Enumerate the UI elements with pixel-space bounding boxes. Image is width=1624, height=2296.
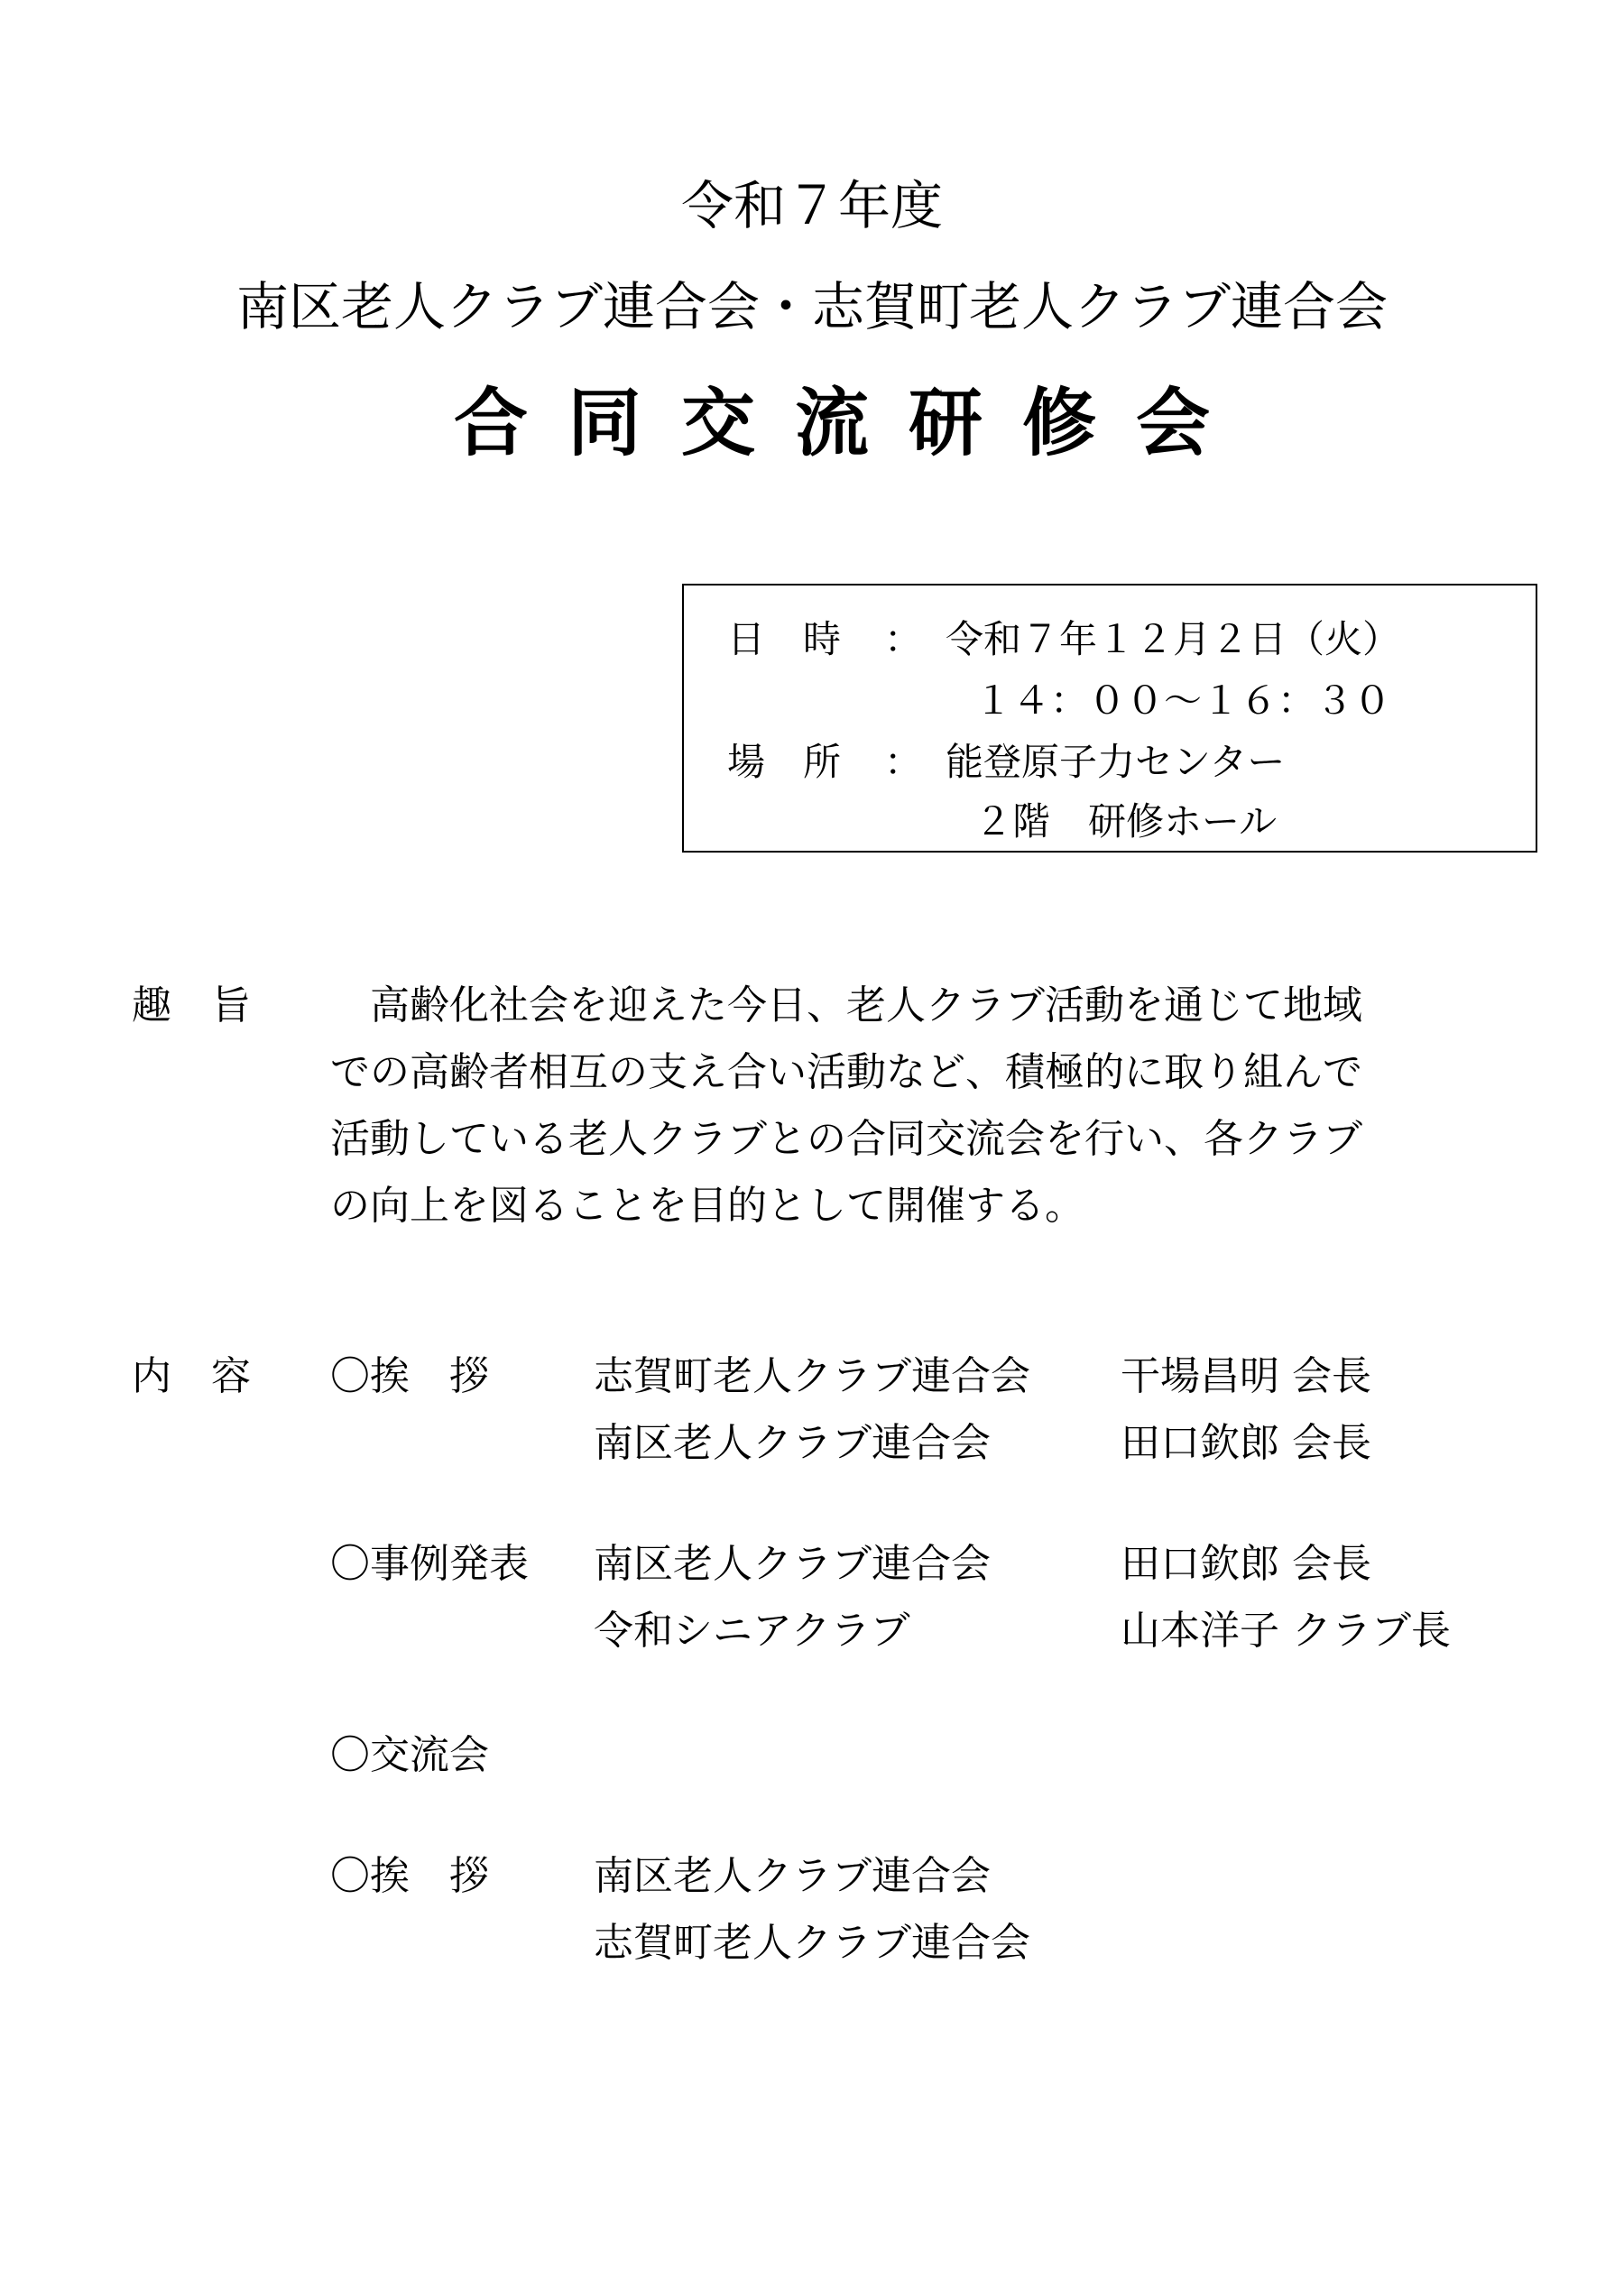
item-case-presentation: 〇事例発表	[330, 1541, 529, 1587]
event-time: １４：００～１６：３０	[974, 678, 1392, 723]
purpose-label: 趣 旨	[132, 982, 251, 1028]
place-label: 場 所	[727, 740, 842, 784]
purpose-line: の向上を図ることを目的として開催する。	[330, 1183, 1084, 1229]
organizers: 南区老人クラブ連合会・志賀町老人クラブ連合会	[235, 276, 1388, 337]
item-org: 南区老人クラブ連合会	[594, 1541, 991, 1587]
content-label: 内 容	[132, 1353, 251, 1399]
item-person: 干場昌明 会長	[1121, 1353, 1371, 1399]
purpose-text	[330, 973, 1494, 1240]
datetime-separator: ：	[884, 617, 923, 661]
item-org: 南区老人クラブ連合会	[594, 1853, 991, 1899]
item-exchange-meeting: 〇交流会	[330, 1732, 489, 1778]
item-greeting-opening: 〇挨 拶	[330, 1353, 489, 1399]
item-org: 令和シニアクラブ	[594, 1608, 910, 1654]
item-greeting-closing: 〇挨 拶	[330, 1853, 489, 1899]
fiscal-year: 令和７年度	[680, 175, 943, 236]
item-person: 山本洋子 クラブ長	[1121, 1608, 1451, 1654]
datetime-label: 日 時	[727, 617, 842, 661]
item-org: 志賀町老人クラブ連合会	[594, 1353, 1030, 1399]
event-title: 合同交流研修会	[453, 381, 1250, 466]
item-org: 南区老人クラブ連合会	[594, 1420, 991, 1466]
place-separator: ：	[884, 740, 923, 784]
info-box	[682, 584, 1537, 853]
event-date: 令和７年１２月２日（火）	[946, 617, 1401, 661]
event-place: 能登原子力センター	[946, 740, 1286, 784]
event-room: ２階 研修ホール	[974, 799, 1278, 844]
purpose-line: 高齢化社会を迎えた今日、老人クラブ活動を通じて地域	[330, 982, 1362, 1028]
item-person: 田口欽郎 会長	[1121, 1420, 1371, 1466]
item-person: 田口欽郎 会長	[1121, 1541, 1371, 1587]
purpose-line: 活動している老人クラブとの合同交流会を行い、各クラブ	[330, 1116, 1362, 1162]
item-org: 志賀町老人クラブ連合会	[594, 1920, 1030, 1966]
purpose-line: での高齢者相互の支え合い活動など、積極的に取り組んで	[330, 1049, 1362, 1095]
